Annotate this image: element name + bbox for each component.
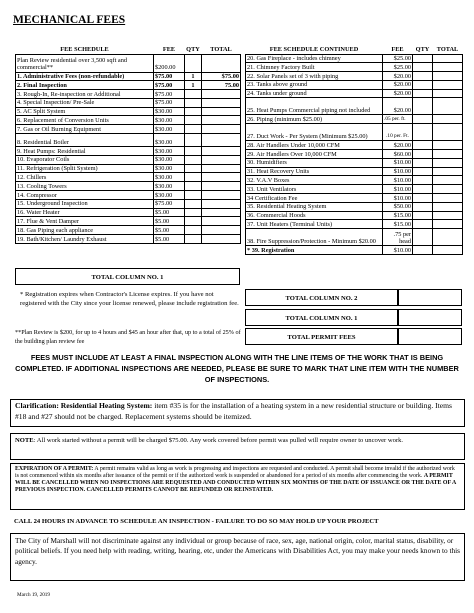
fee-item-label: * 39. Registration <box>246 246 383 255</box>
fee-item-label: 20. Gas Fireplace - includes chimney <box>246 54 383 63</box>
fee-row <box>246 150 463 159</box>
qty-field[interactable] <box>185 182 202 191</box>
total-field[interactable] <box>202 226 241 235</box>
qty-field[interactable] <box>413 80 433 89</box>
total-field[interactable] <box>202 235 241 244</box>
total-permit-fees-label: TOTAL PERMIT FEES <box>245 328 398 345</box>
revision-date: March 19, 2019 <box>17 592 50 598</box>
fee-item-label: 3. Rough-In, Re-inspection or Additional <box>16 90 154 99</box>
qty-field[interactable] <box>185 90 202 99</box>
fee-amount: $75.00 <box>154 90 185 99</box>
fee-amount: $20.00 <box>383 89 413 98</box>
expiration-heading: EXPIRATION OF A PERMIT: <box>15 466 94 472</box>
fee-amount: $10.00 <box>383 167 413 176</box>
qty-field[interactable] <box>413 167 433 176</box>
fee-row <box>16 90 241 99</box>
fee-item-label: 4. Special Inspection/ Pre-Sale <box>16 98 154 107</box>
total-field[interactable] <box>433 63 463 72</box>
qty-field[interactable] <box>185 208 202 217</box>
fee-item-label: 25. Heat Pumps Commercial piping not included <box>246 98 383 115</box>
fee-amount: $30.00 <box>154 107 185 116</box>
fee-item-label: 29. Air Handlers Over 10,000 CFM <box>246 150 383 159</box>
qty-field[interactable] <box>413 150 433 159</box>
fee-row <box>16 155 241 164</box>
fee-item-label: 32. V.A.V Boxes <box>246 176 383 185</box>
fee-item-label: 34 Certification Fee <box>246 194 383 203</box>
clarification-body: item #35 is for the installation of a heating system in a new residential structure or building. Items #18 and #27 should not be charged. Replacement systems should be itemized. <box>15 401 452 421</box>
fee-amount: $30.00 <box>154 125 185 134</box>
column-header-fee: FEE <box>154 45 185 54</box>
total-field[interactable] <box>433 176 463 185</box>
total-field[interactable] <box>433 141 463 150</box>
fee-schedule-table <box>15 45 241 244</box>
call-24-hours-notice: CALL 24 HOURS IN ADVANCE TO SCHEDULE AN INSPECTION - FAILURE TO DO SO MAY HOLD UP YOUR PROJECT <box>14 518 379 525</box>
fee-amount: $10.00 <box>383 246 413 255</box>
qty-field[interactable] <box>413 124 433 141</box>
fee-amount: $5.00 <box>154 235 185 244</box>
total-field[interactable] <box>202 125 241 134</box>
column-header-qty: QTY <box>186 46 200 54</box>
clarification-box <box>10 399 465 427</box>
fee-row <box>16 125 241 134</box>
fee-amount: $30.00 <box>154 147 185 156</box>
fee-amount: $10.00 <box>383 185 413 194</box>
note-box <box>10 433 465 460</box>
fee-row <box>246 80 463 89</box>
total-field[interactable] <box>202 217 241 226</box>
fee-item-label: 10. Evaporator Coils <box>16 155 154 164</box>
fees-must-include-notice: FEES MUST INCLUDE AT LEAST A FINAL INSPECTION ALONG WITH THE LINE ITEMS OF THE WORK THAT IS BEING COMPLETED. IF ADDITIONAL INSPECTIONS ARE NEEDED, PLEASE BE SURE TO MARK THAT LINE ITEM WITH THE NUMBER OF INSPECTIONS. <box>15 353 459 384</box>
fee-item-label: 8. Residential Boiler <box>16 134 154 147</box>
fee-row <box>16 191 241 200</box>
total-field[interactable] <box>433 150 463 159</box>
qty-field[interactable] <box>185 164 202 173</box>
column-header-total: TOTAL <box>433 45 463 54</box>
total-field[interactable] <box>433 185 463 194</box>
fee-row <box>246 158 463 167</box>
fee-row <box>246 194 463 203</box>
fee-item-label: 6. Replacement of Conversion Units <box>16 116 154 125</box>
clarification-heading: Clarification: Residential Heating System: <box>15 401 153 410</box>
column-header-qty: QTY <box>413 45 433 54</box>
fee-schedule-continued-table <box>245 45 463 255</box>
note-body: : All work started without a permit will be charged $75.00. Any work covered before permit was pulled will require owner to uncover work. <box>33 437 404 444</box>
fee-amount: $5.00 <box>154 208 185 217</box>
fee-amount: $20.00 <box>383 98 413 115</box>
total-field[interactable] <box>433 72 463 81</box>
qty-field[interactable] <box>413 185 433 194</box>
qty-field[interactable] <box>185 134 202 147</box>
fee-amount: $75.00 <box>154 98 185 107</box>
fee-item-label: 18. Gas Piping each appliance <box>16 226 154 235</box>
fee-item-label: 38. Fire Suppression/Protection - Minimum $20.00 <box>246 229 383 246</box>
fee-row <box>246 202 463 211</box>
total-column-1-label: TOTAL COLUMN NO. 1 <box>15 268 240 285</box>
registration-note: * Registration expires when Contractor's License expires. If you have not registered with the City since your license renewed, please include registration fee. <box>20 291 239 307</box>
qty-field[interactable] <box>413 98 433 115</box>
fee-amount: $30.00 <box>154 164 185 173</box>
total-field[interactable] <box>202 116 241 125</box>
fee-amount: $75.00 <box>154 199 185 208</box>
non-discrimination-box: The City of Marshall will not discriminate against any individual or group because of race, sex, age, national origin, color, marital status, disability, or political beliefs. If you need help with reading, writing, hearing, etc, under the Americans with Disabilities Act, you may make your needs known to this agency. <box>10 533 465 581</box>
fee-amount: $200.00 <box>154 54 185 72</box>
fee-amount: $20.00 <box>383 80 413 89</box>
total-permit-fees-value-field[interactable] <box>398 328 462 345</box>
column-header-fee-schedule: FEE SCHEDULE <box>16 45 154 54</box>
fee-row <box>16 116 241 125</box>
total-field[interactable] <box>433 202 463 211</box>
fee-item-label: 36. Commercial Hoods <box>246 211 383 220</box>
fee-row <box>246 220 463 229</box>
fee-amount: $30.00 <box>154 134 185 147</box>
total-field[interactable] <box>202 155 241 164</box>
total-field[interactable] <box>433 211 463 220</box>
qty-field[interactable] <box>185 199 202 208</box>
qty-field[interactable] <box>185 54 202 72</box>
qty-field[interactable] <box>413 202 433 211</box>
fee-row <box>246 211 463 220</box>
fee-item-label: 24. Tanks under ground <box>246 89 383 98</box>
total-field[interactable] <box>202 107 241 116</box>
fee-item-label: 9. Heat Pumps: Residential <box>16 147 154 156</box>
fee-row <box>246 176 463 185</box>
fee-row <box>16 98 241 107</box>
total-field[interactable] <box>202 164 241 173</box>
fee-item-label: 16. Water Heater <box>16 208 154 217</box>
total-field[interactable] <box>433 229 463 246</box>
total-field[interactable] <box>202 182 241 191</box>
total-field[interactable] <box>202 173 241 182</box>
fee-row <box>246 89 463 98</box>
fee-item-label: 26. Piping (minimum $25.00) <box>246 115 383 124</box>
fee-amount: $20.00 <box>383 141 413 150</box>
qty-field[interactable] <box>185 226 202 235</box>
fee-item-label: 5. AC Split System <box>16 107 154 116</box>
fee-amount: $30.00 <box>154 191 185 200</box>
fee-row <box>246 63 463 72</box>
qty-field[interactable] <box>185 116 202 125</box>
qty-field[interactable] <box>413 158 433 167</box>
fee-row <box>246 246 463 255</box>
fee-item-label: 31. Heat Recovery Units <box>246 167 383 176</box>
total-field[interactable] <box>202 147 241 156</box>
fee-item-label: 30. Humidifiers <box>246 158 383 167</box>
fee-item-label: 1. Administrative Fees (non-refundable) <box>16 72 154 81</box>
qty-field[interactable] <box>185 98 202 107</box>
note-heading: NOTE <box>15 437 34 444</box>
fee-amount: $30.00 <box>154 155 185 164</box>
total-field[interactable] <box>433 158 463 167</box>
fee-item-label: 2. Final Inspection <box>16 81 154 90</box>
qty-field[interactable] <box>185 217 202 226</box>
fee-amount: $30.00 <box>154 173 185 182</box>
fee-row <box>16 235 241 244</box>
total-field[interactable] <box>433 54 463 63</box>
total-column-1-value-field[interactable] <box>398 309 462 326</box>
fee-item-label: 37. Unit Heaters (Terminal Units) <box>246 220 383 229</box>
column-header-fee-schedule-continued: FEE SCHEDULE CONTINUED <box>246 45 383 54</box>
total-field[interactable] <box>202 134 241 147</box>
fee-amount: $5.00 <box>154 226 185 235</box>
expiration-emphasis: A PERMIT WILL BE CANCELLED WHEN NO INSPECTIONS ARE REQUESTED AND CONDUCTED WITHIN SIX MONTHS OF THE DATE OF ISSUANCE OR THE DATE OF A PREVIOUS INSPECTION. CANCELLED PERMITS CANNOT BE REFUNDED OR REINSTATED. <box>15 473 456 493</box>
qty-field[interactable]: 1 <box>185 81 202 90</box>
fee-row <box>246 124 463 141</box>
column-header-fee: FEE <box>383 45 413 54</box>
fee-item-label: 7. Gas or Oil Burning Equipment <box>16 125 154 134</box>
fee-amount: $25.00 <box>383 63 413 72</box>
fee-amount: $30.00 <box>154 182 185 191</box>
fee-item-label: 13. Cooling Towers <box>16 182 154 191</box>
fee-item-label: 23. Tanks above ground <box>246 80 383 89</box>
fee-row <box>16 72 241 81</box>
qty-field[interactable] <box>413 246 433 255</box>
qty-field[interactable] <box>413 194 433 203</box>
fee-item-label: 28. Air Handlers Under 10,000 CFM <box>246 141 383 150</box>
total-field[interactable] <box>202 191 241 200</box>
fee-row <box>16 208 241 217</box>
qty-field[interactable] <box>413 72 433 81</box>
qty-field[interactable]: 1 <box>185 72 202 81</box>
fee-row <box>246 141 463 150</box>
qty-field[interactable] <box>413 211 433 220</box>
fee-item-label: 15. Underground Inspection <box>16 199 154 208</box>
fee-amount: .05 per. ft. <box>383 115 413 124</box>
fee-row <box>246 229 463 246</box>
plan-review-note: **Plan Review is $200, for up to 4 hours and $45 an hour after that, up to a total of 25% of the building plan review fee <box>15 329 241 345</box>
fee-amount: $10.00 <box>383 158 413 167</box>
fee-amount: $5.00 <box>154 217 185 226</box>
fee-row <box>246 98 463 115</box>
fee-item-label: 35. Residential Heating System <box>246 202 383 211</box>
qty-field[interactable] <box>185 235 202 244</box>
expiration-body: A permit remains valid as long as work is progressing and inspections are requested and conducted. A permit shall become invalid if the authorized work is not commenced within six months after issuance of the permit or if the authorized work is suspended or abandoned for a period of six months after commencing the work. <box>15 466 455 479</box>
qty-field[interactable] <box>413 54 433 63</box>
fee-amount: $10.00 <box>383 176 413 185</box>
total-field[interactable] <box>202 98 241 107</box>
qty-field[interactable] <box>185 173 202 182</box>
fee-item-label: Plan Review residential over 3,500 sqft and commercial** <box>16 54 154 72</box>
page-title: MECHANICAL FEES <box>13 14 126 26</box>
qty-field[interactable] <box>413 141 433 150</box>
qty-field[interactable] <box>185 191 202 200</box>
total-field[interactable] <box>202 199 241 208</box>
fee-item-label: 33. Unit Ventilators <box>246 185 383 194</box>
fee-amount: $15.00 <box>383 211 413 220</box>
fee-amount: $75.00 <box>154 81 185 90</box>
fee-row <box>246 54 463 63</box>
total-field[interactable]: $75.00 <box>202 72 241 81</box>
qty-field[interactable] <box>413 176 433 185</box>
fee-amount: $50.00 <box>383 202 413 211</box>
qty-field[interactable] <box>413 63 433 72</box>
fee-row <box>16 199 241 208</box>
total-field[interactable] <box>433 194 463 203</box>
qty-field[interactable] <box>185 147 202 156</box>
fee-row <box>16 81 241 90</box>
fee-row <box>246 185 463 194</box>
total-column-2-label: TOTAL COLUMN NO. 2 <box>245 289 398 306</box>
qty-field[interactable] <box>413 220 433 229</box>
fee-amount: $25.00 <box>383 54 413 63</box>
total-field[interactable] <box>433 89 463 98</box>
total-field[interactable]: 75.00 <box>202 81 241 90</box>
fee-row <box>16 173 241 182</box>
fee-item-label: 12. Chillers <box>16 173 154 182</box>
permit-expiration-box <box>10 463 465 510</box>
fee-row <box>246 72 463 81</box>
qty-field[interactable] <box>185 107 202 116</box>
fee-item-label: 21. Chimney Factory Built <box>246 63 383 72</box>
qty-field[interactable] <box>413 115 433 124</box>
fee-item-label: 14. Compressor <box>16 191 154 200</box>
fee-amount: $10.00 <box>383 194 413 203</box>
total-field[interactable] <box>433 124 463 141</box>
total-field[interactable] <box>433 80 463 89</box>
fee-item-label: 17. Flue & Vent Damper <box>16 217 154 226</box>
qty-field[interactable] <box>413 229 433 246</box>
fee-row <box>246 167 463 176</box>
total-column-1-summary-label: TOTAL COLUMN NO. 1 <box>245 309 398 326</box>
fee-row <box>16 54 241 72</box>
fee-row <box>16 147 241 156</box>
fee-item-label: 11. Refrigeration (Split System) <box>16 164 154 173</box>
fee-row <box>16 217 241 226</box>
fee-item-label: 19. Bath/Kitchen/ Laundry Exhaust <box>16 235 154 244</box>
fee-row <box>16 182 241 191</box>
fee-amount: .10 per. Ft. <box>383 124 413 141</box>
fee-amount: $20.00 <box>383 72 413 81</box>
qty-field[interactable] <box>185 125 202 134</box>
fee-amount: $30.00 <box>154 116 185 125</box>
total-field[interactable] <box>433 246 463 255</box>
qty-field[interactable] <box>185 155 202 164</box>
fee-amount: $15.00 <box>383 220 413 229</box>
column-header-total: TOTAL <box>202 45 241 54</box>
fee-row <box>16 107 241 116</box>
fee-amount: .75 per head <box>383 229 413 246</box>
total-field[interactable] <box>202 208 241 217</box>
fee-amount: $60.00 <box>383 150 413 159</box>
fee-row <box>246 115 463 124</box>
fee-item-label: 27. Duct Work - Per System (Minimum $25.00) <box>246 124 383 141</box>
qty-field[interactable] <box>413 89 433 98</box>
fee-row <box>16 164 241 173</box>
total-field[interactable] <box>202 90 241 99</box>
fee-amount: $75.00 <box>154 72 185 81</box>
fee-row <box>16 134 241 147</box>
fee-row <box>16 226 241 235</box>
total-field[interactable] <box>433 167 463 176</box>
total-column-2-value-field[interactable] <box>398 289 462 306</box>
total-field[interactable] <box>433 220 463 229</box>
fee-item-label: 22. Solar Panels set of 3 with piping <box>246 72 383 81</box>
total-field[interactable] <box>433 115 463 124</box>
total-field[interactable] <box>202 54 241 72</box>
total-field[interactable] <box>433 98 463 115</box>
